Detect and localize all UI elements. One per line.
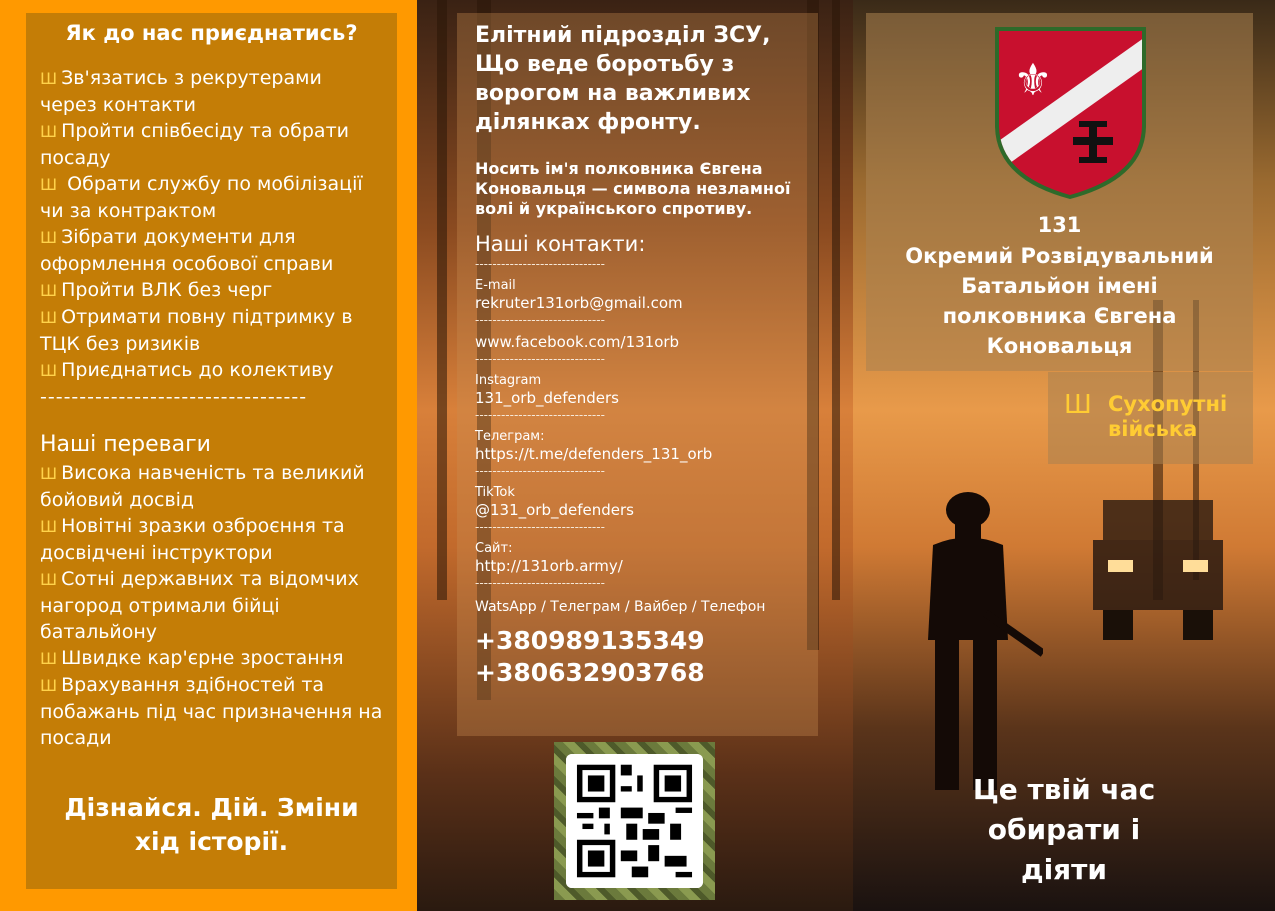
separator: ------------------------------ [475, 408, 605, 422]
list-item-text: Висока навченість та великий бойовий досвід [40, 462, 365, 511]
qr-frame [554, 742, 715, 900]
left-slogan: Дізнайся. Дій. Зміни хід історії. [64, 793, 359, 856]
tryzub-icon: Ш [40, 570, 58, 589]
unit-emblem [993, 25, 1148, 200]
advantages-title: Наші переваги [40, 432, 211, 457]
unit-name: Окремий Розвідувальний Батальйон імені полковника Євгена Коновальця [905, 244, 1214, 358]
tryzub-icon: Ш [40, 281, 58, 300]
separator: ------------------------------ [475, 352, 605, 366]
tryzub-icon: Ш [40, 464, 58, 483]
phone-1[interactable]: +380989135349 [475, 626, 705, 655]
list-item-text: Швидке кар'єрне зростання [61, 647, 344, 669]
list-item [40, 224, 383, 277]
tryzub-icon: Ш [40, 122, 58, 141]
qr-code[interactable] [566, 754, 703, 888]
email-label: E-mail [475, 278, 516, 293]
instagram-label: Instagram [475, 373, 542, 388]
tryzub-icon: Ш [40, 517, 58, 536]
right-panel [853, 0, 1275, 911]
tryzub-icon: Ш [40, 69, 58, 88]
list-item-text: Пройти співбесіду та обрати посаду [40, 120, 349, 169]
list-item [40, 171, 383, 224]
facebook-link[interactable]: www.facebook.com/131orb [475, 333, 680, 351]
list-item [40, 566, 383, 645]
separator: ------------------------------ [475, 257, 605, 271]
list-item-text: Пройти ВЛК без черг [61, 279, 273, 301]
join-info-box [26, 13, 397, 889]
middle-panel [417, 0, 853, 911]
soldier-silhouette [893, 490, 1043, 790]
tryzub-icon: Ш [40, 676, 58, 695]
contacts-title: Наші контакти: [475, 232, 646, 256]
join-steps-list [40, 65, 383, 384]
branch-box [1048, 372, 1253, 464]
svg-text:⚜: ⚜ [1013, 55, 1053, 106]
left-panel [0, 0, 417, 911]
instagram-link[interactable]: 131_orb_defenders [475, 389, 619, 407]
list-item [40, 460, 383, 513]
list-item-text: Зібрати документи для оформлення особової справи [40, 226, 334, 275]
tiktok-link[interactable]: @131_orb_defenders [475, 501, 634, 519]
tryzub-icon: Ш [40, 361, 58, 380]
telegram-link[interactable]: https://t.me/defenders_131_orb [475, 445, 713, 463]
tryzub-icon: Ш [40, 228, 58, 247]
list-item [40, 65, 383, 118]
list-item [40, 304, 383, 357]
unit-title-box [866, 13, 1253, 371]
list-item-text: Обрати службу по мобілізації чи за контрактом [40, 173, 363, 222]
tryzub-icon: Ш [40, 175, 58, 194]
phone-2[interactable]: +380632903768 [475, 658, 705, 687]
separator: ------------------------------ [475, 464, 605, 478]
site-link[interactable]: http://131orb.army/ [475, 557, 623, 575]
branch-name: Сухопутні війська [1108, 392, 1228, 441]
telegram-label: Телеграм: [475, 429, 545, 444]
tryzub-icon: Ш [40, 649, 58, 668]
list-item-text: Врахування здібностей та побажань під час призначення на посади [40, 674, 383, 749]
list-item-text: Приєднатись до колективу [61, 359, 334, 381]
unit-description: Носить ім'я полковника Євгена Коновальця — символа незламної волі й українського спротиву. [475, 159, 791, 218]
email-link[interactable]: rekruter131orb@gmail.com [475, 294, 683, 312]
list-item [40, 513, 383, 566]
separator: ---------------------------------- [40, 386, 308, 408]
list-item-text: Зв'язатись з рекрутерами через контакти [40, 67, 322, 116]
site-label: Сайт: [475, 541, 513, 556]
tryzub-icon: Ш [1064, 390, 1092, 420]
join-title: Як до нас приєднатись? [65, 21, 358, 45]
info-contacts-box [457, 13, 818, 736]
truck-silhouette [1083, 490, 1233, 650]
unit-number: 131 [1037, 213, 1082, 237]
right-slogan: Це твій час обирати і діяти [972, 773, 1156, 886]
list-item [40, 357, 383, 384]
list-item-text: Сотні державних та відомчих нагород отримали бійці батальйону [40, 568, 359, 643]
messengers-label: WatsApp / Телеграм / Вайбер / Телефон [475, 599, 766, 615]
tiktok-label: TikTok [475, 485, 515, 500]
tryzub-icon: Ш [40, 308, 58, 327]
list-item [40, 672, 383, 751]
list-item-text: Новітні зразки озброєння та досвідчені інструктори [40, 515, 345, 564]
list-item [40, 645, 383, 672]
list-item-text: Отримати повну підтримку в ТЦК без ризиків [40, 306, 353, 355]
list-item [40, 118, 383, 171]
advantages-list [40, 460, 383, 751]
separator: ------------------------------ [475, 313, 605, 327]
list-item [40, 277, 383, 304]
unit-headline: Елітний підрозділ ЗСУ, Що веде боротьбу з ворогом на важливих ділянках фронту. [475, 23, 771, 135]
separator: ------------------------------ [475, 520, 605, 534]
separator: ------------------------------ [475, 576, 605, 590]
